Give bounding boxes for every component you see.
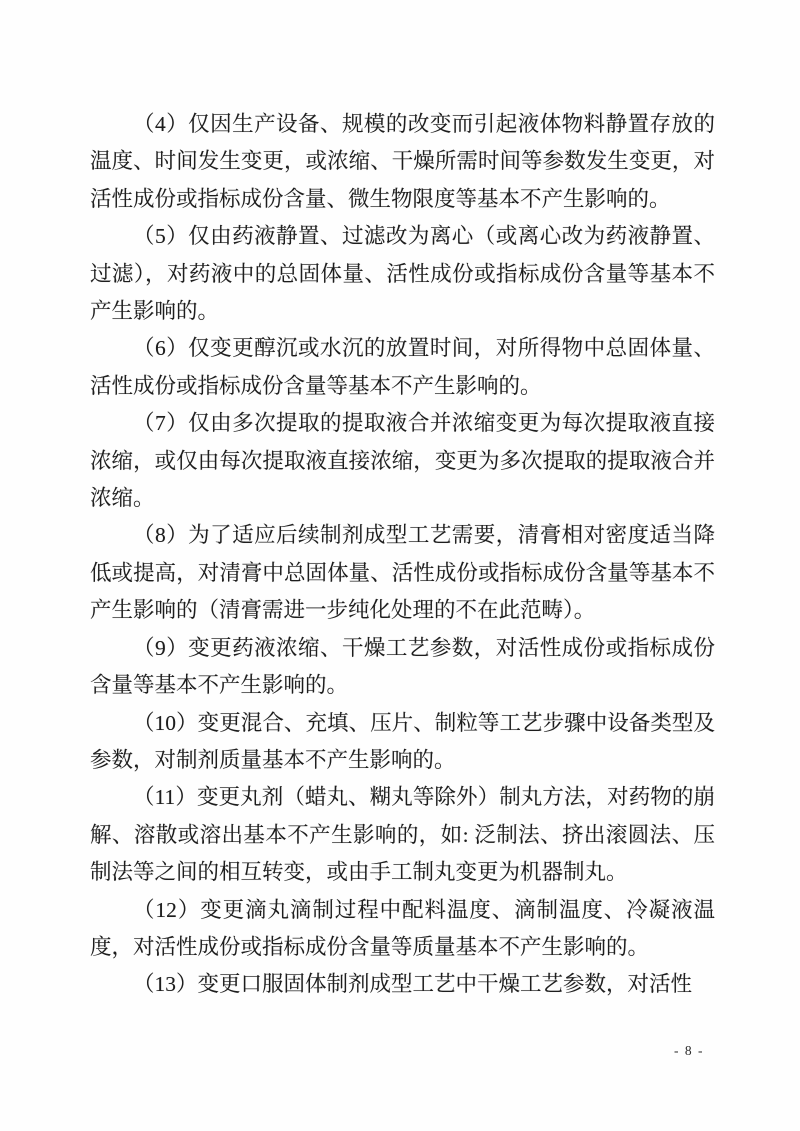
- paragraph-item-4: （4）仅因生产设备、规模的改变而引起液体物料静置存放的温度、时间发生变更，或浓缩、干燥所需时间等参数发生变更，对活性成份或指标成份含量、微生物限度等基本不产生影响的。: [90, 112, 715, 211]
- paragraph-item-10: （10）变更混合、充填、压片、制粒等工艺步骤中设备类型及参数，对制剂质量基本不产生影响的。: [90, 710, 715, 772]
- paragraph-item-5: （5）仅由药液静置、过滤改为离心（或离心改为药液静置、过滤），对药液中的总固体量、活性成份或指标成份含量等基本不产生影响的。: [90, 224, 715, 324]
- paragraph-item-9: （9）变更药液浓缩、干燥工艺参数，对活性成份或指标成份含量等基本不产生影响的。: [90, 635, 715, 698]
- paragraph-item-11: （11）变更丸剂（蜡丸、糊丸等除外）制丸方法，对药物的崩解、溶散或溶出基本不产生影响的，如: 泛制法、挤出滚圆法、压制法等之间的相互转变，或由手工制丸变更为机器制丸。: [90, 785, 715, 885]
- paragraph-item-13: （13）变更口服固体制剂成型工艺中干燥工艺参数，对活性: [133, 972, 693, 997]
- page-number: - 8 -: [674, 1043, 704, 1058]
- paragraph-item-8: （8）为了适应后续制剂成型工艺需要，清膏相对密度适当降低或提高，对清膏中总固体量、活性成份或指标成份含量等基本不产生影响的（清膏需进一步纯化处理的不在此范畴）。: [90, 523, 715, 623]
- document-body: [90, 106, 715, 1004]
- paragraph-item-12: （12）变更滴丸滴制过程中配料温度、滴制温度、冷凝液温度，对活性成份或指标成份含量等质量基本不产生影响的。: [90, 897, 715, 959]
- paragraph-item-6: （6）仅变更醇沉或水沉的放置时间，对所得物中总固体量、活性成份或指标成份含量等基本不产生影响的。: [90, 336, 715, 398]
- paragraph-item-7: （7）仅由多次提取的提取液合并浓缩变更为每次提取液直接浓缩，或仅由每次提取液直接浓缩，变更为多次提取的提取液合并浓缩。: [90, 411, 715, 511]
